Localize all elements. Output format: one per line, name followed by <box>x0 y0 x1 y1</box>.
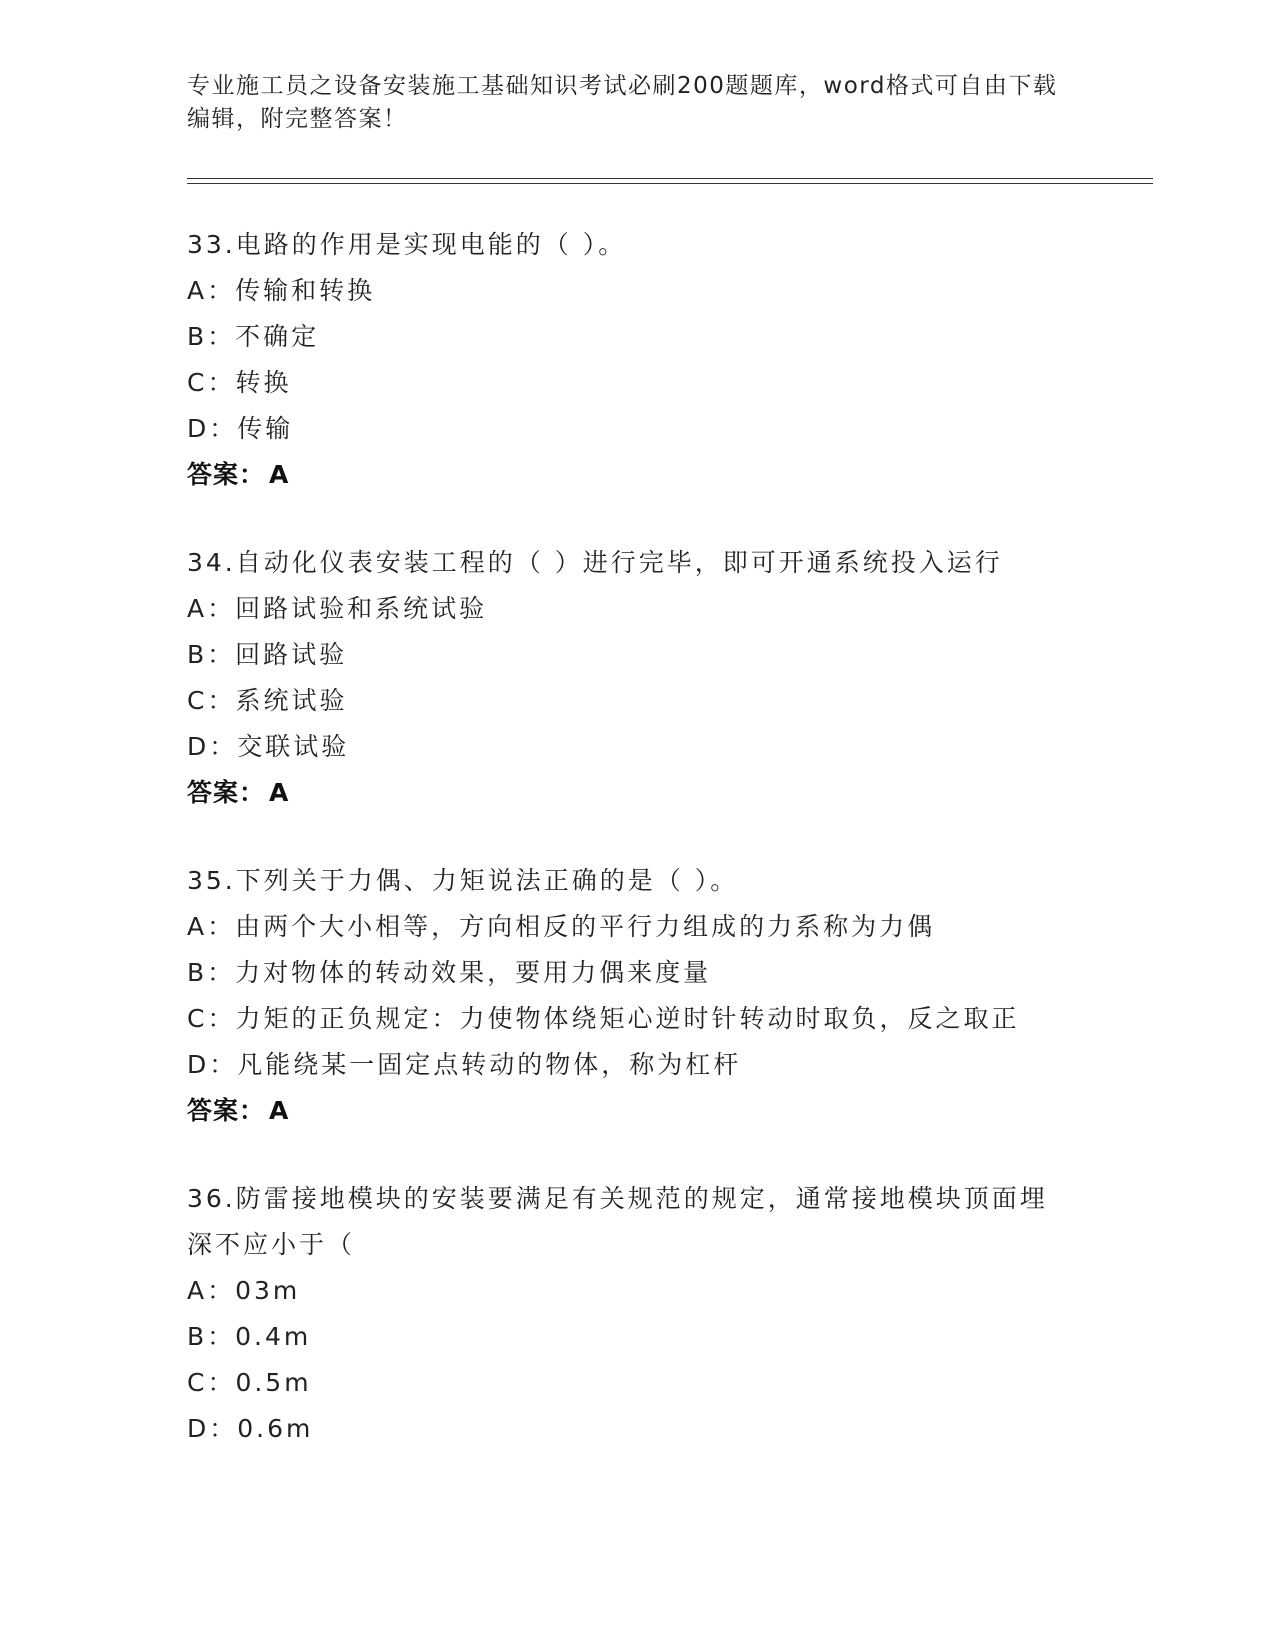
option-b: B：不确定 <box>187 322 320 351</box>
answer-value: A <box>269 460 290 489</box>
option-d: D：交联试验 <box>187 732 350 761</box>
option-a: A：传输和转换 <box>187 276 376 305</box>
option-c: C：力矩的正负规定：力使物体绕矩心逆时针转动时取负，反之取正 <box>187 1004 1020 1033</box>
answer-label: 答案： <box>187 778 266 807</box>
option-a: A：03m <box>187 1276 301 1305</box>
question-stem: 33.电路的作用是实现电能的（ ）。 <box>187 230 627 259</box>
option-c: C：0.5m <box>187 1368 312 1397</box>
option-a: A：由两个大小相等，方向相反的平行力组成的力系称为力偶 <box>187 912 936 941</box>
question-36 <box>187 1176 1087 1452</box>
option-a: A：回路试验和系统试验 <box>187 594 488 623</box>
option-d: D：传输 <box>187 414 294 443</box>
option-c: C：转换 <box>187 368 292 397</box>
document-header-title: 专业施工员之设备安装施工基础知识考试必刷200题题库，word格式可自由下载编辑，附完整答案！ <box>187 73 1058 132</box>
answer-line <box>187 1088 1087 1134</box>
question-33 <box>187 222 1087 498</box>
answer-line <box>187 770 1087 816</box>
answer-label: 答案： <box>187 460 266 489</box>
answer-line <box>187 452 1087 498</box>
option-c: C：系统试验 <box>187 686 348 715</box>
answer-value: A <box>269 1096 290 1125</box>
question-35 <box>187 858 1087 1134</box>
answer-label: 答案： <box>187 1096 266 1125</box>
option-b: B：回路试验 <box>187 640 348 669</box>
option-b: B：力对物体的转动效果，要用力偶来度量 <box>187 958 712 987</box>
question-stem: 35.下列关于力偶、力矩说法正确的是（ ）。 <box>187 866 739 895</box>
question-34 <box>187 540 1087 816</box>
answer-value: A <box>269 778 290 807</box>
option-d: D：0.6m <box>187 1414 314 1443</box>
option-d: D：凡能绕某一固定点转动的物体，称为杠杆 <box>187 1050 742 1079</box>
question-stem-line-2: 深不应小于（ <box>187 1230 356 1259</box>
option-b: B：0.4m <box>187 1322 312 1351</box>
header-double-rule <box>187 178 1153 184</box>
question-stem-line-1: 36.防雷接地模块的安装要满足有关规范的规定，通常接地模块顶面埋 <box>187 1184 1048 1213</box>
question-stem: 34.自动化仪表安装工程的（ ）进行完毕，即可开通系统投入运行 <box>187 548 1003 577</box>
